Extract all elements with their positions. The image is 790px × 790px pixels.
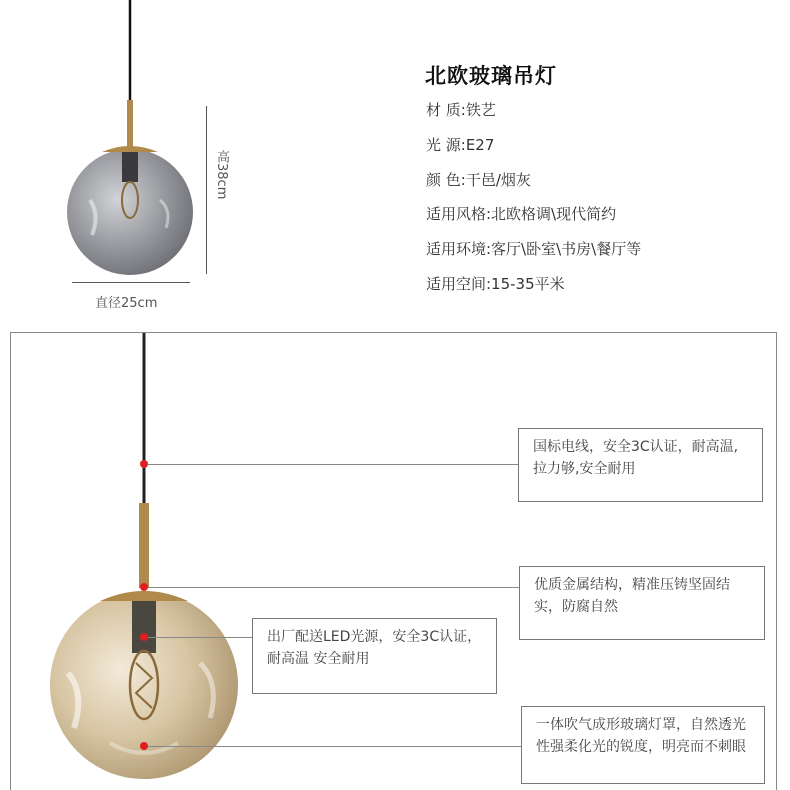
structure-callout: 优质金属结构，精准压铸坚固结实，防腐自然 bbox=[519, 566, 765, 640]
spec-color: 颜 色:干邑/烟灰 bbox=[426, 171, 531, 189]
spec-style: 适用风格:北欧格调\现代简约 bbox=[426, 205, 617, 223]
product-title: 北欧玻璃吊灯 bbox=[425, 64, 557, 88]
spec-light-source: 光 源:E27 bbox=[426, 136, 495, 154]
lamp-socket bbox=[122, 152, 138, 182]
diameter-label: 直径25cm bbox=[95, 296, 158, 311]
brass-canopy bbox=[102, 146, 158, 152]
smoke-lamp-illustration bbox=[60, 0, 200, 280]
brass-rod bbox=[127, 100, 133, 148]
light-source-callout: 出厂配送LED光源，安全3C认证，耐高温 安全耐用 bbox=[252, 618, 497, 694]
light-source-marker bbox=[140, 633, 148, 641]
spec-material: 材 质:铁艺 bbox=[426, 101, 496, 119]
glass-leader bbox=[148, 746, 521, 747]
light-source-leader bbox=[148, 637, 252, 638]
brass-rod bbox=[139, 503, 149, 588]
glass-marker bbox=[140, 742, 148, 750]
cord-leader bbox=[148, 464, 518, 465]
cord-marker bbox=[140, 460, 148, 468]
spec-environment: 适用环境:客厅\卧室\书房\餐厅等 bbox=[426, 240, 642, 258]
glass-callout: 一体吹气成形玻璃灯罩，自然透光性强柔化光的锐度，明亮而不刺眼 bbox=[521, 706, 765, 784]
height-dimension-line bbox=[206, 106, 207, 274]
lamp-socket bbox=[132, 601, 156, 653]
structure-marker bbox=[140, 583, 148, 591]
spec-space: 适用空间:15-35平米 bbox=[426, 275, 565, 293]
brass-canopy bbox=[100, 591, 188, 601]
cognac-lamp-illustration bbox=[50, 333, 250, 790]
cord-callout: 国标电线，安全3C认证，耐高温,拉力够,安全耐用 bbox=[518, 428, 763, 502]
height-label: 高38cm bbox=[214, 150, 229, 200]
structure-leader bbox=[148, 587, 519, 588]
diameter-dimension-line bbox=[72, 282, 190, 283]
